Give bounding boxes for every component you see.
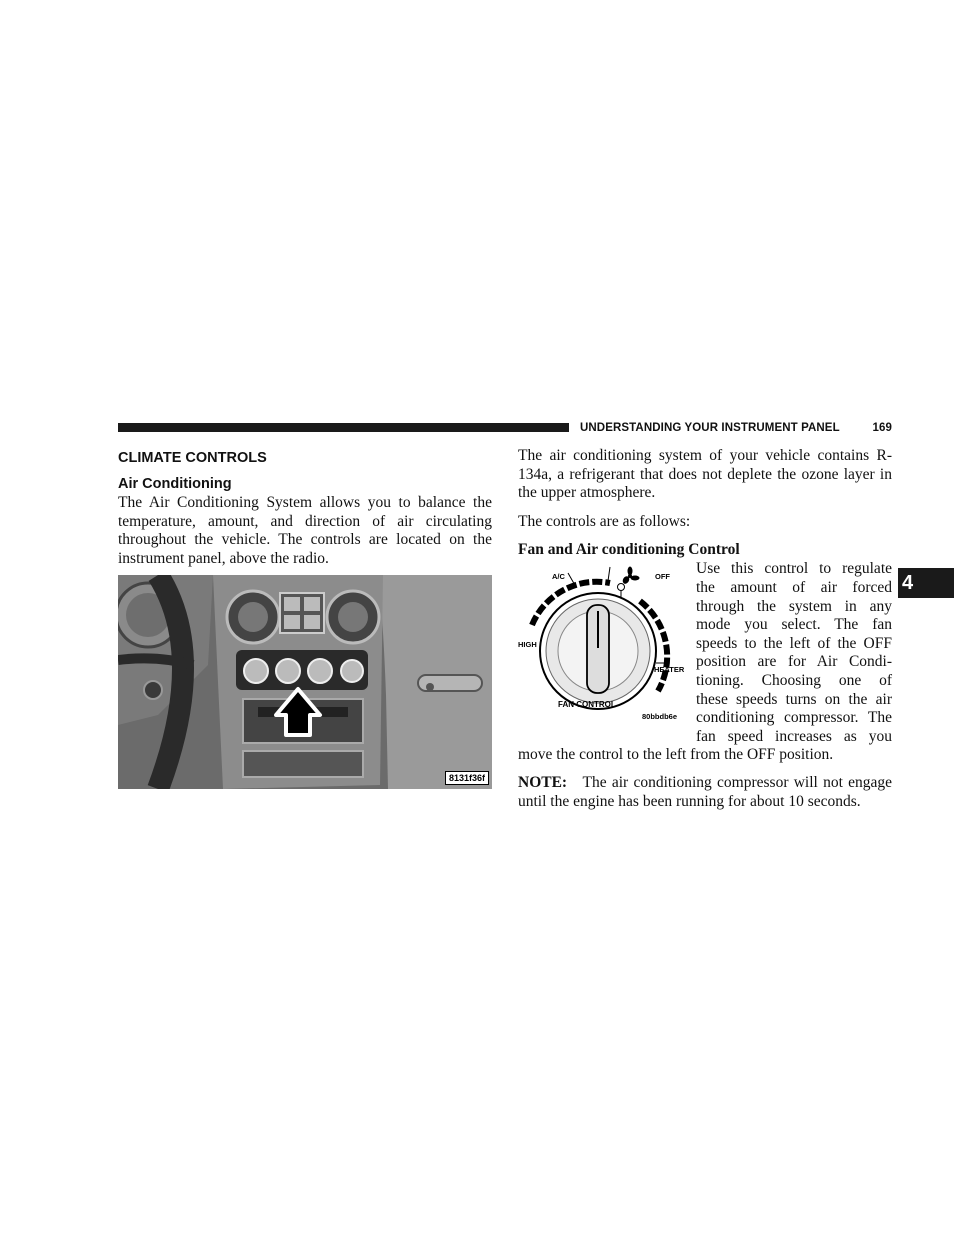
label-high: HIGH (518, 640, 537, 650)
header-rule (118, 423, 569, 432)
instrument-panel-photo (118, 575, 492, 789)
control-line: tioning. Choosing one of (696, 671, 892, 689)
control-line: mode you select. The fan (696, 616, 892, 634)
control-line: through the system in any (696, 597, 892, 615)
controls-intro: The controls are as follows: (518, 512, 691, 530)
control-line: these speeds turns on the air (696, 690, 892, 708)
fan-control-diagram (518, 563, 690, 723)
running-header (580, 420, 892, 436)
page-number: 169 (872, 422, 892, 434)
control-tail: move the control to the left from the OFF position. (518, 746, 834, 764)
fan-control-heading: Fan and Air conditioning Control (518, 541, 740, 559)
note-text: The air conditioning compressor will not engage until the engine has been running for about 10 seconds. (518, 773, 892, 810)
dashboard-illustration (118, 575, 492, 789)
note-paragraph (518, 774, 892, 811)
label-fan-control: FAN CONTROL (558, 700, 616, 710)
control-line: position are for Air Condi- (696, 653, 892, 671)
right-column (518, 447, 892, 811)
fan-icon (621, 567, 639, 585)
chapter-tab: 4 (898, 568, 954, 598)
left-column (118, 447, 492, 568)
note-label: NOTE: (518, 773, 568, 791)
subsection-heading: Air Conditioning (118, 476, 232, 492)
label-off: OFF (655, 572, 670, 582)
control-line: conditioning compressor. The (696, 709, 892, 727)
control-line: speeds to the left of the OFF (696, 634, 892, 652)
refrigerant-paragraph: The air conditioning system of your vehicle contains R-134a, a refrigerant that does not deplete the ozone layer in the upper atmosphere. (518, 447, 892, 502)
label-heater: HEATER (654, 665, 685, 675)
control-line: the amount of air forced (696, 578, 892, 596)
label-ac: A/C (552, 572, 565, 582)
control-line: fan speed increases as you (696, 727, 892, 745)
control-line: Use this control to regulate (696, 560, 892, 578)
intro-paragraph: The Air Conditioning System allows you to balance the temperature, amount, and direction of air circulating throughout the vehicle. The controls are located on the instrument panel, above the radio. (118, 494, 492, 567)
photo-code: 8131f36f (445, 771, 489, 785)
header-section-title: UNDERSTANDING YOUR INSTRUMENT PANEL (580, 422, 840, 434)
figure-code: 80bbdb6e (642, 712, 678, 722)
section-heading: CLIMATE CONTROLS (118, 450, 267, 466)
